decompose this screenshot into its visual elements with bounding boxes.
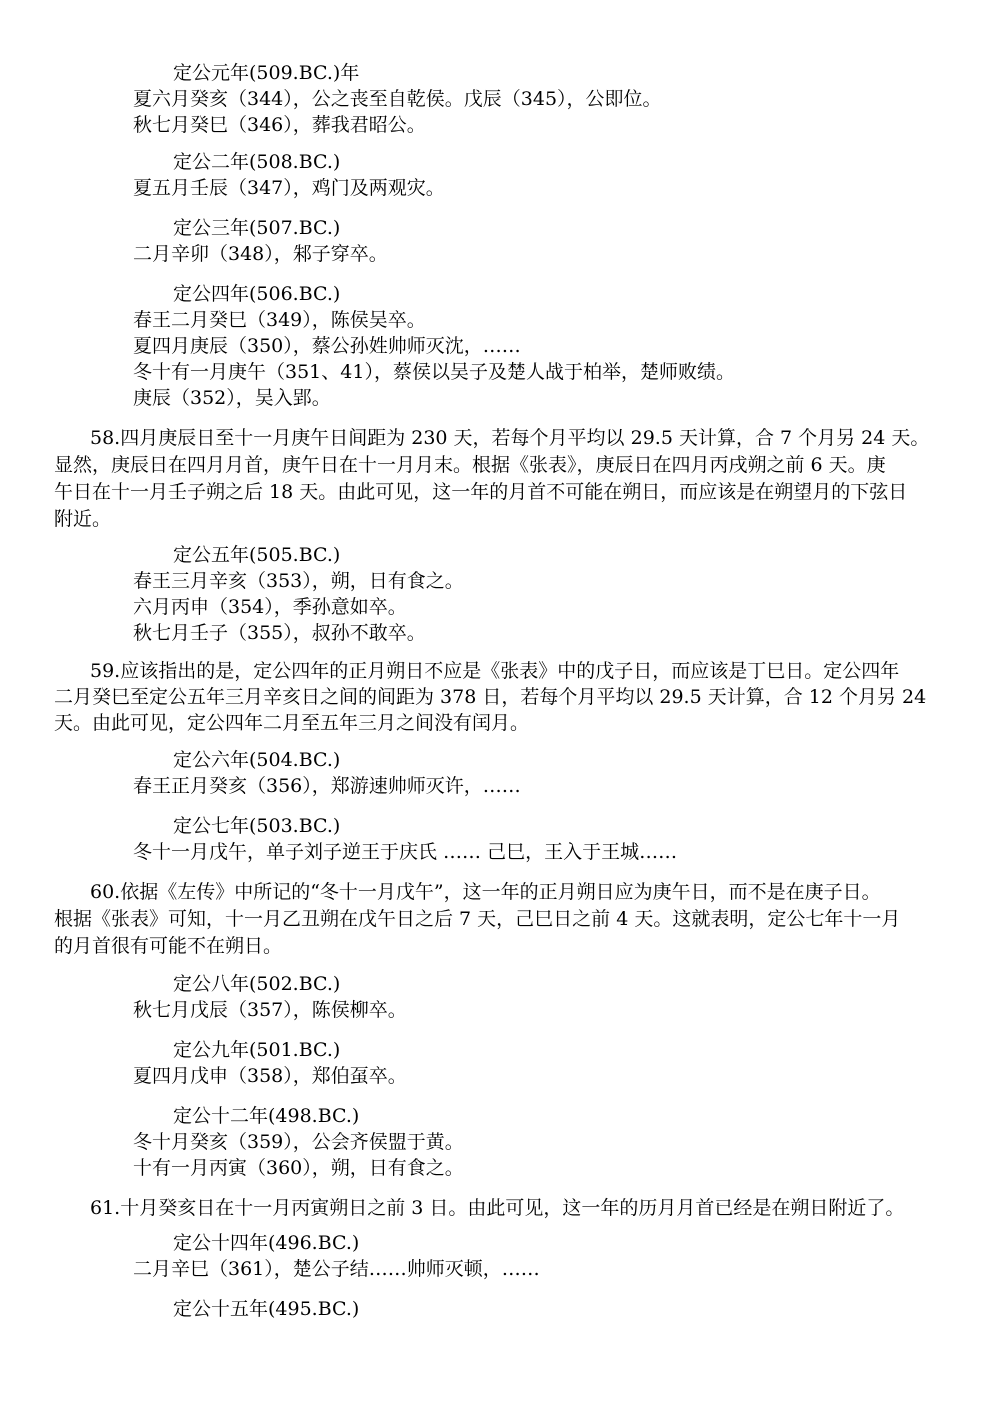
commentary-line: 显然，庚辰日在四月月首，庚午日在十一月月末。根据《张表》，庚辰日在四月丙戌朔之前 6 天。庚 <box>54 454 886 476</box>
commentary-line: 61.十月癸亥日在十一月丙寅朔日之前 3 日。由此可见，这一年的历月月首已经是在朔日附近了。 <box>90 1197 905 1219</box>
chronicle-entry: 夏四月庚辰（350），蔡公孙姓帅师灭沈，…… <box>133 335 521 357</box>
year-heading: 定公十二年(498.BC.) <box>173 1105 360 1127</box>
year-heading: 定公十五年(495.BC.) <box>173 1298 360 1320</box>
year-heading: 定公九年(501.BC.) <box>173 1039 341 1061</box>
year-heading: 定公五年(505.BC.) <box>173 544 341 566</box>
chronicle-entry: 十有一月丙寅（360），朔，日有食之。 <box>133 1157 464 1179</box>
year-heading: 定公四年(506.BC.) <box>173 283 341 305</box>
year-heading: 定公十四年(496.BC.) <box>173 1232 360 1254</box>
commentary-line: 58.四月庚辰日至十一月庚午日间距为 230 天，若每个月平均以 29.5 天计算，合 7 个月另 24 天。 <box>90 427 930 449</box>
year-heading: 定公六年(504.BC.) <box>173 749 341 771</box>
chronicle-entry: 春王三月辛亥（353），朔，日有食之。 <box>133 570 464 592</box>
chronicle-entry: 冬十月癸亥（359），公会齐侯盟于黄。 <box>133 1131 464 1153</box>
commentary-line: 60.依据《左传》中所记的“冬十一月戊午”，这一年的正月朔日应为庚午日，而不是在庚子日。 <box>90 881 881 903</box>
commentary-line: 午日在十一月壬子朔之后 18 天。由此可见，这一年的月首不可能在朔日，而应该是在朔望月的下弦日 <box>54 481 908 503</box>
year-heading: 定公二年(508.BC.) <box>173 151 341 173</box>
chronicle-entry: 冬十有一月庚午（351、41），蔡侯以吴子及楚人战于柏举，楚师败绩。 <box>133 361 735 383</box>
chronicle-entry: 秋七月戊辰（357），陈侯柳卒。 <box>133 999 407 1021</box>
chronicle-entry: 夏四月戊申（358），郑伯虿卒。 <box>133 1065 407 1087</box>
chronicle-entry: 二月辛卯（348），邾子穿卒。 <box>133 243 388 265</box>
year-heading: 定公七年(503.BC.) <box>173 815 341 837</box>
chronicle-entry: 春王二月癸巳（349），陈侯吴卒。 <box>133 309 426 331</box>
commentary-line: 附近。 <box>54 508 112 530</box>
chronicle-entry: 六月丙申（354），季孙意如卒。 <box>133 596 407 618</box>
chronicle-entry: 夏六月癸亥（344），公之丧至自乾侯。戊辰（345），公即位。 <box>133 88 662 110</box>
commentary-line: 二月癸巳至定公五年三月辛亥日之间的间距为 378 日，若每个月平均以 29.5 天计算，合 12 个月另 24 <box>54 686 927 708</box>
commentary-line: 的月首很有可能不在朔日。 <box>54 935 283 957</box>
chronicle-entry: 秋七月壬子（355），叔孙不敢卒。 <box>133 622 426 644</box>
year-heading: 定公三年(507.BC.) <box>173 217 341 239</box>
chronicle-entry: 秋七月癸巳（346），葬我君昭公。 <box>133 114 426 136</box>
commentary-line: 天。由此可见，定公四年二月至五年三月之间没有闰月。 <box>54 712 530 734</box>
commentary-line: 59.应该指出的是，定公四年的正月朔日不应是《张表》中的戊子日，而应该是丁巳日。定公四年 <box>90 660 900 682</box>
chronicle-entry: 庚辰（352），吴入郢。 <box>133 387 331 409</box>
chronicle-entry: 夏五月壬辰（347），鸡门及两观灾。 <box>133 177 445 199</box>
year-heading: 定公八年(502.BC.) <box>173 973 341 995</box>
commentary-line: 根据《张表》可知，十一月乙丑朔在戊午日之后 7 天，己巳日之前 4 天。这就表明，定公七年十一月 <box>54 908 901 930</box>
chronicle-entry: 二月辛巳（361），楚公子结……帅师灭顿，…… <box>133 1258 540 1280</box>
chronicle-entry: 冬十一月戊午，单子刘子逆王于庆氏 …… 己巳，王入于王城…… <box>133 841 678 863</box>
year-heading: 定公元年(509.BC.)年 <box>173 62 360 84</box>
chronicle-entry: 春王正月癸亥（356），郑游速帅师灭许，…… <box>133 775 521 797</box>
